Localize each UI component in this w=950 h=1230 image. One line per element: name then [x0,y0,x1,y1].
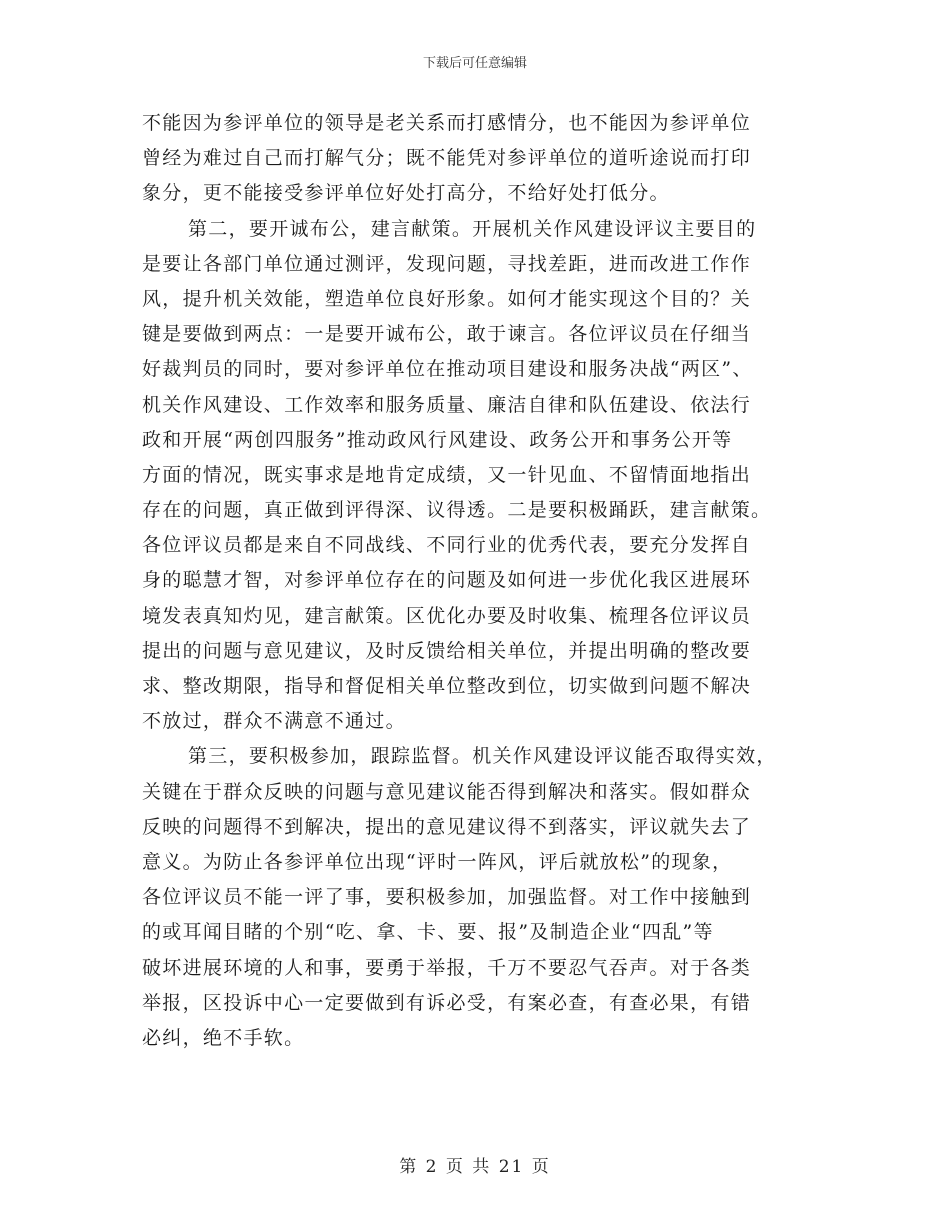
text-line: 各位评议员不能一评了事，要积极参加，加强监督。对工作中接触到 [142,886,752,909]
text-line: 破坏进展环境的人和事，要勇于举报，千万不要忍气吞声。对于各类 [142,956,752,979]
text-line: 境发表真知灼见，建言献策。区优化办要及时收集、梳理各位评议员 [142,604,752,627]
text-line: 的或耳闻目睹的个别“吃、拿、卡、要、报”及制造企业“四乱”等 [142,921,714,944]
text-line: 关键在于群众反映的问题与意见建议能否得到解决和落实。假如群众 [142,780,752,803]
page-number-footer: 第 2 页 共 21 页 [399,1157,551,1177]
text-line: 各位评议员都是来自不同战线、不同行业的优秀代表，要充分发挥自 [142,534,752,557]
text-line: 求、整改期限，指导和督促相关单位整改到位，切实做到问题不解决 [142,675,752,697]
paragraph-start-line: 第二，要开诚布公，建言献策。开展机关作风建设评议主要目的 [188,217,757,240]
text-line: 存在的问题，真正做到评得深、议得透。二是要积极踊跃，建言献策。 [142,499,772,522]
text-line: 举报，区投诉中心一定要做到有诉必受，有案必查，有查必果，有错 [142,991,752,1014]
text-line: 好裁判员的同时，要对参评单位在推动项目建设和服务决战“两区”、 [142,358,753,381]
text-line: 机关作风建设、工作效率和服务质量、廉洁自律和队伍建设、依法行 [142,393,752,416]
text-line: 不放过，群众不满意不通过。 [142,710,406,733]
text-line: 提出的问题与意见建议，及时反馈给相关单位，并提出明确的整改要 [142,639,752,662]
text-line: 不能因为参评单位的领导是老关系而打感情分，也不能因为参评单位 [142,112,752,134]
text-line: 象分，更不能接受参评单位好处打高分，不给好处打低分。 [142,182,670,205]
text-line: 身的聪慧才智，对参评单位存在的问题及如何进一步优化我区进展环 [142,569,752,592]
paragraph-start-line: 第三，要积极参加，跟踪监督。机关作风建设评议能否取得实效， [188,745,777,768]
page-header: 下载后可任意编辑 [422,56,527,71]
text-line: 意义。为防止各参评单位出现“评时一阵风，评后就放松”的现象， [142,850,733,873]
text-line: 方面的情况，既实事求是地肯定成绩，又一针见血、不留情面地指出 [142,463,752,486]
text-line: 键是要做到两点：一是要开诚布公，敢于谏言。各位评议员在仔细当 [142,323,752,346]
document-body [142,106,810,1056]
text-line: 是要让各部门单位通过测评，发现问题，寻找差距，进而改进工作作 [142,252,752,275]
text-line: 反映的问题得不到解决，提出的意见建议得不到落实，评议就失去了 [142,815,752,838]
text-line: 必纠，绝不手软。 [142,1026,305,1049]
text-line: 风，提升机关效能，塑造单位良好形象。如何才能实现这个目的？关 [142,287,752,310]
text-line: 政和开展“两创四服务”推动政风行风建设、政务公开和事务公开等 [142,428,733,451]
text-line: 曾经为难过自己而打解气分；既不能凭对参评单位的道听途说而打印 [142,147,752,170]
